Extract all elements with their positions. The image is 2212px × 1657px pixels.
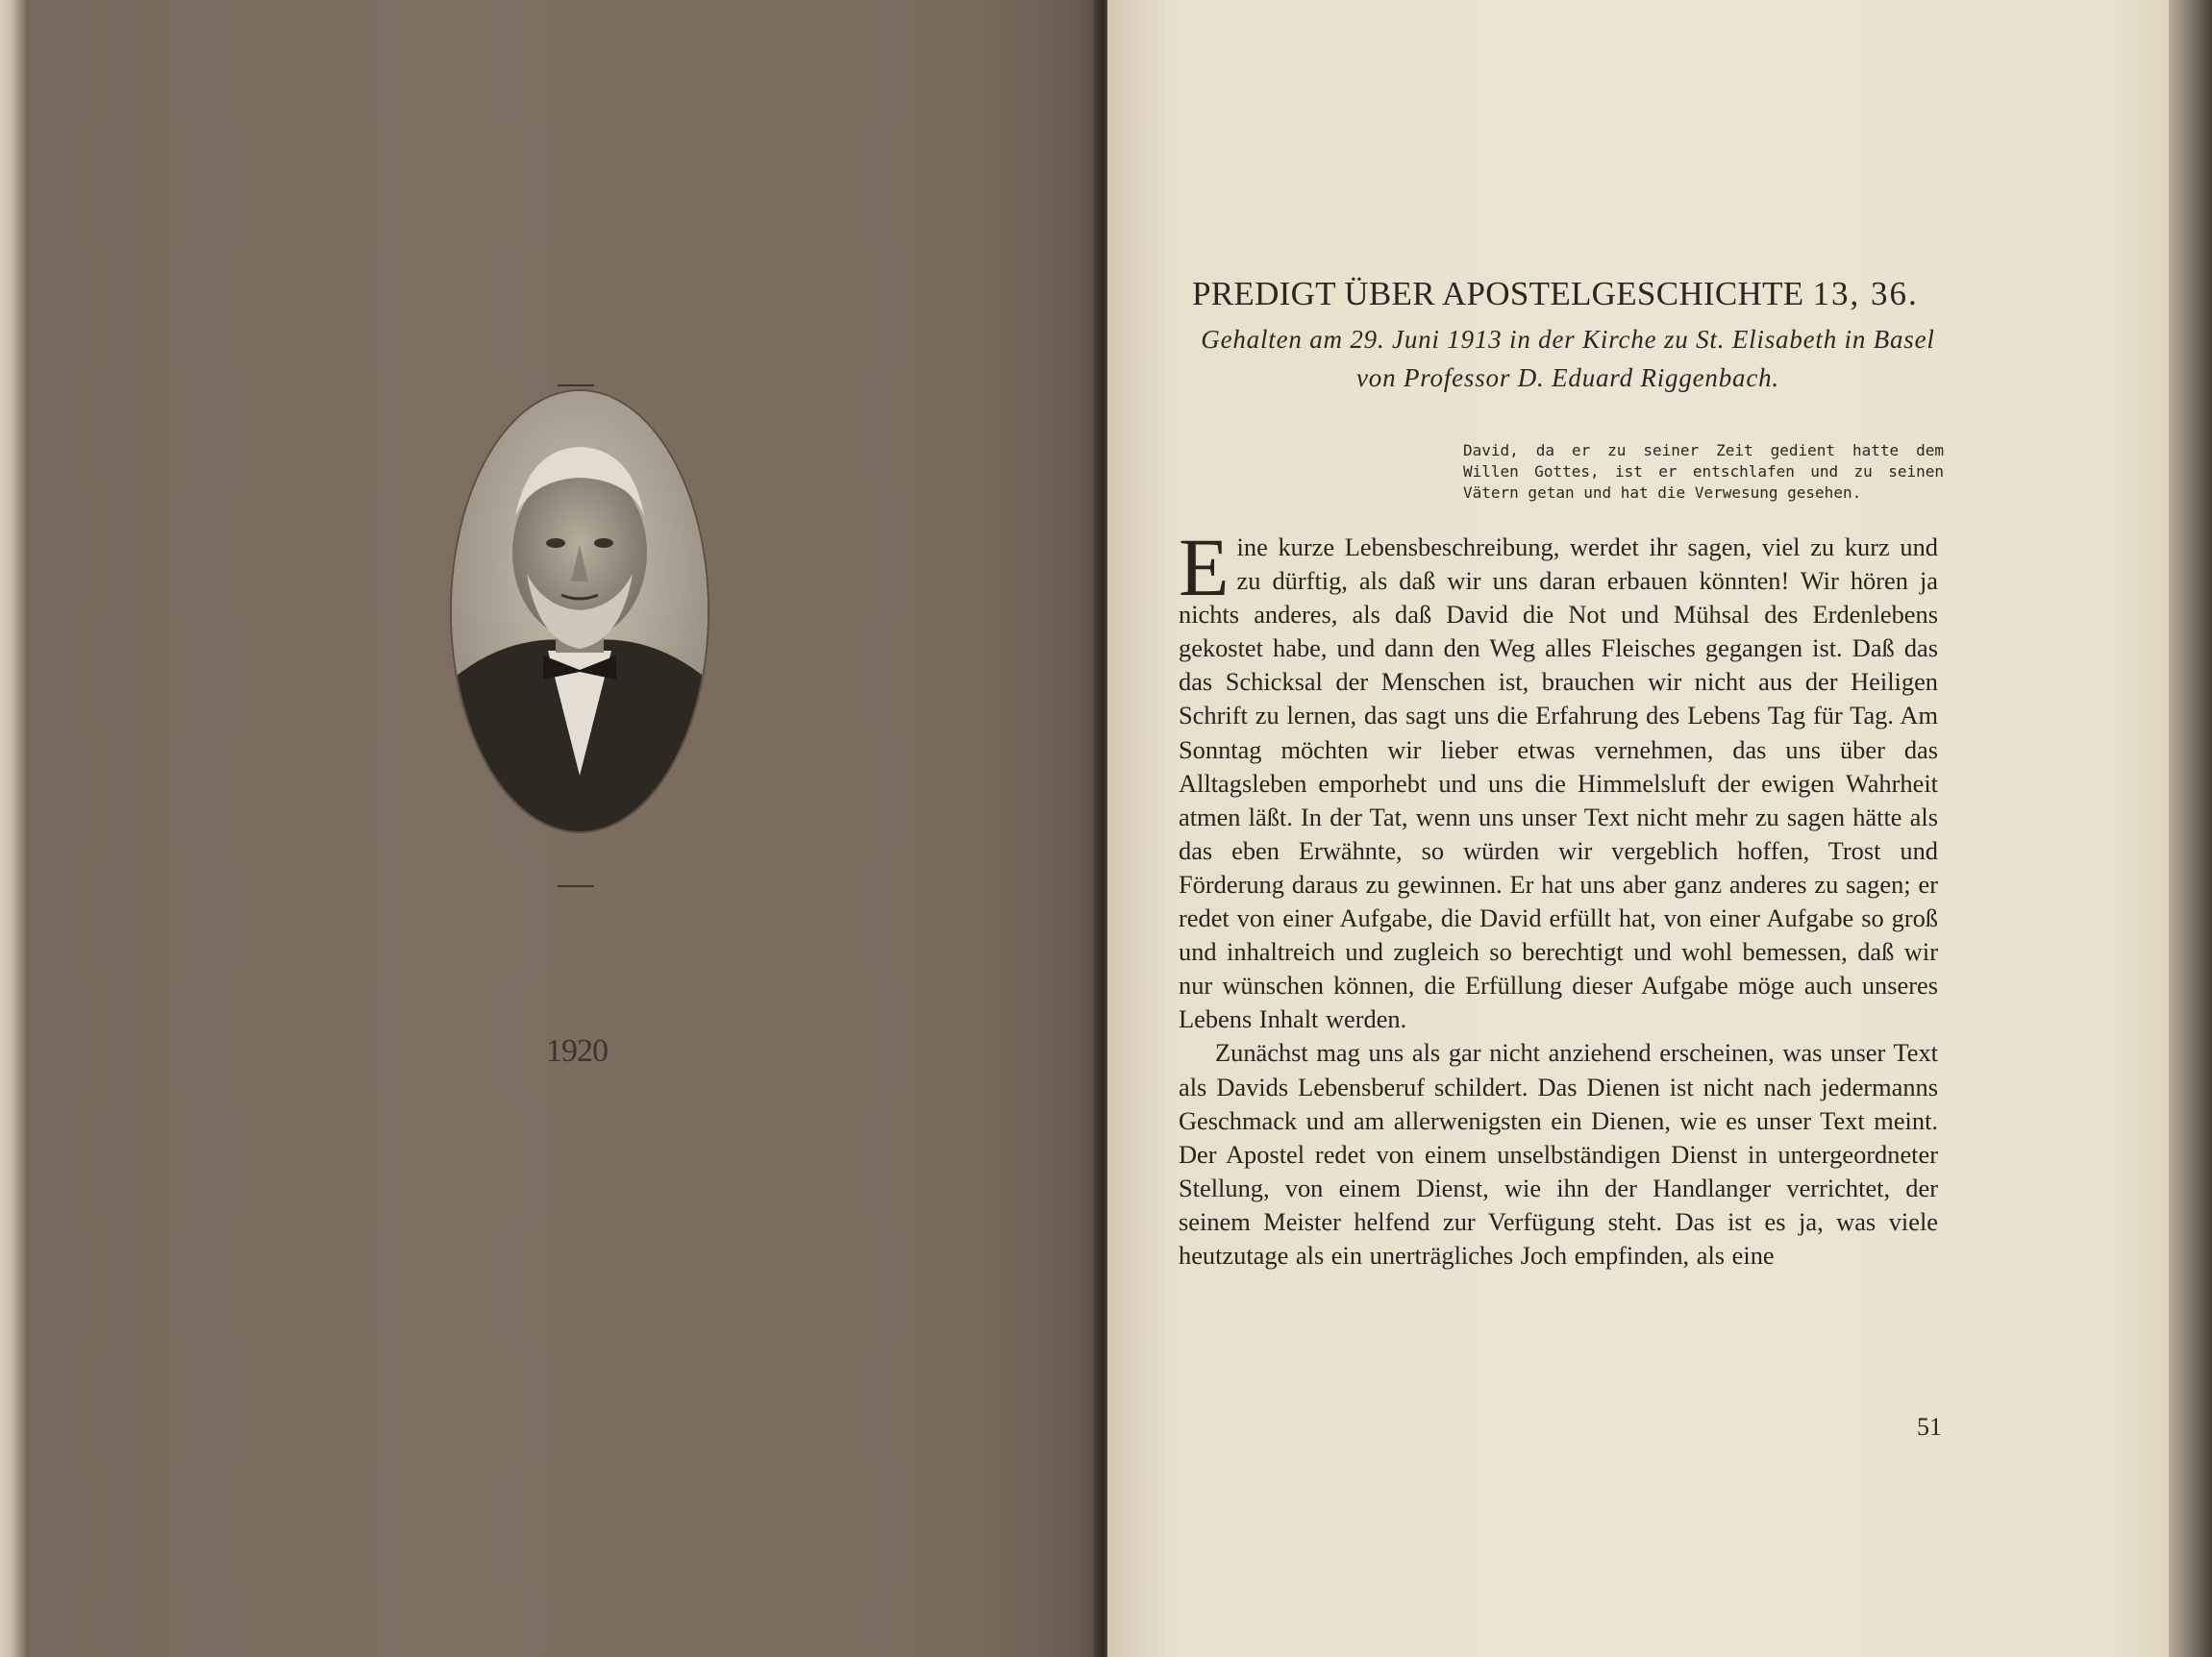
scripture-epigraph: David, da er zu seiner Zeit gedient hatte dem Willen Gottes, ist er entschlafen und zu seinen Vätern getan und hat die Verwesung gesehen. <box>1463 441 1944 502</box>
sermon-body <box>1179 521 1938 1273</box>
sermon-heading <box>1192 275 1944 313</box>
paragraph-1 <box>1179 521 1938 1036</box>
rule-below-portrait <box>558 885 594 887</box>
page-edge-right <box>2169 0 2212 1657</box>
sermon-subtitle: Gehalten am 29. Juni 1913 in der Kirche zu St. Elisabeth in Basel von Professor D. Eduard Riggenbach. <box>1201 325 1935 392</box>
paragraph-1-text: ine kurze Lebensbeschreibung, werdet ihr sagen, viel zu kurz und zu dürftig, als daß wir uns daran erbauen könnten! Wir hören ja nichts anderes, als daß David die Not und Mühsal des Erdenlebens gekostet habe, und dann den Weg alles Fleisches gegangen ist. Daß das das Schicksal der Menschen ist, brauchen wir nicht aus der Heiligen Schrift zu lernen, das sagt uns die Erfahrung des Lebens Tag für Tag. Am Sonntag möchten wir lieber etwas vernehmen, das uns über das Alltagsleben emporhebt und uns die Himmelsluft der ewigen Wahrheit atmen läßt. In der Tat, wenn uns unser Text nicht mehr zu sagen hätte als das eben Erwähnte, so würden wir vergeblich hoffen, Trost und Förderung daraus zu gewinnen. Er hat uns aber ganz anderes zu sagen; er redet von einer Aufgabe, die David erfüllt hat, von einer Aufgabe so groß und inhaltreich und zugleich so berechtigt und wohl bemessen, daß wir nur wünschen können, die Erfüllung dieser Aufgabe möge auch unseres Lebens Inhalt werden. <box>1179 532 1938 1034</box>
page-edge-left <box>0 0 29 1657</box>
portrait-photo <box>452 391 708 831</box>
drop-cap: E <box>1179 521 1230 613</box>
left-page <box>0 0 1100 1657</box>
rule-above-portrait <box>558 384 594 386</box>
portrait-image <box>452 391 708 831</box>
scripture-reference: 13, 36. <box>1812 275 1919 312</box>
page-number: 51 <box>1917 1413 1942 1441</box>
paragraph-2: Zunächst mag uns als gar nicht anziehend erscheinen, was unser Text als Davids Lebensberuf schildert. Das Dienen ist nicht nach jedermanns Geschmack und am allerwenigsten ein Dienen, wie es unser Text meint. Der Apostel redet von einem unselbständigen Dienst in untergeordneter Stellung, von einem Dienst, wie ihn der Handlanger verrichtet, der seinem Meister helfend zur Verfügung steht. Das ist es ja, was viele heutzutage als ein unerträgliches Joch empfinden, als eine <box>1179 1038 1938 1270</box>
portrait-year: 1920 <box>546 1033 608 1069</box>
sermon-title: PREDIGT ÜBER APOSTELGESCHICHTE <box>1192 275 1804 312</box>
